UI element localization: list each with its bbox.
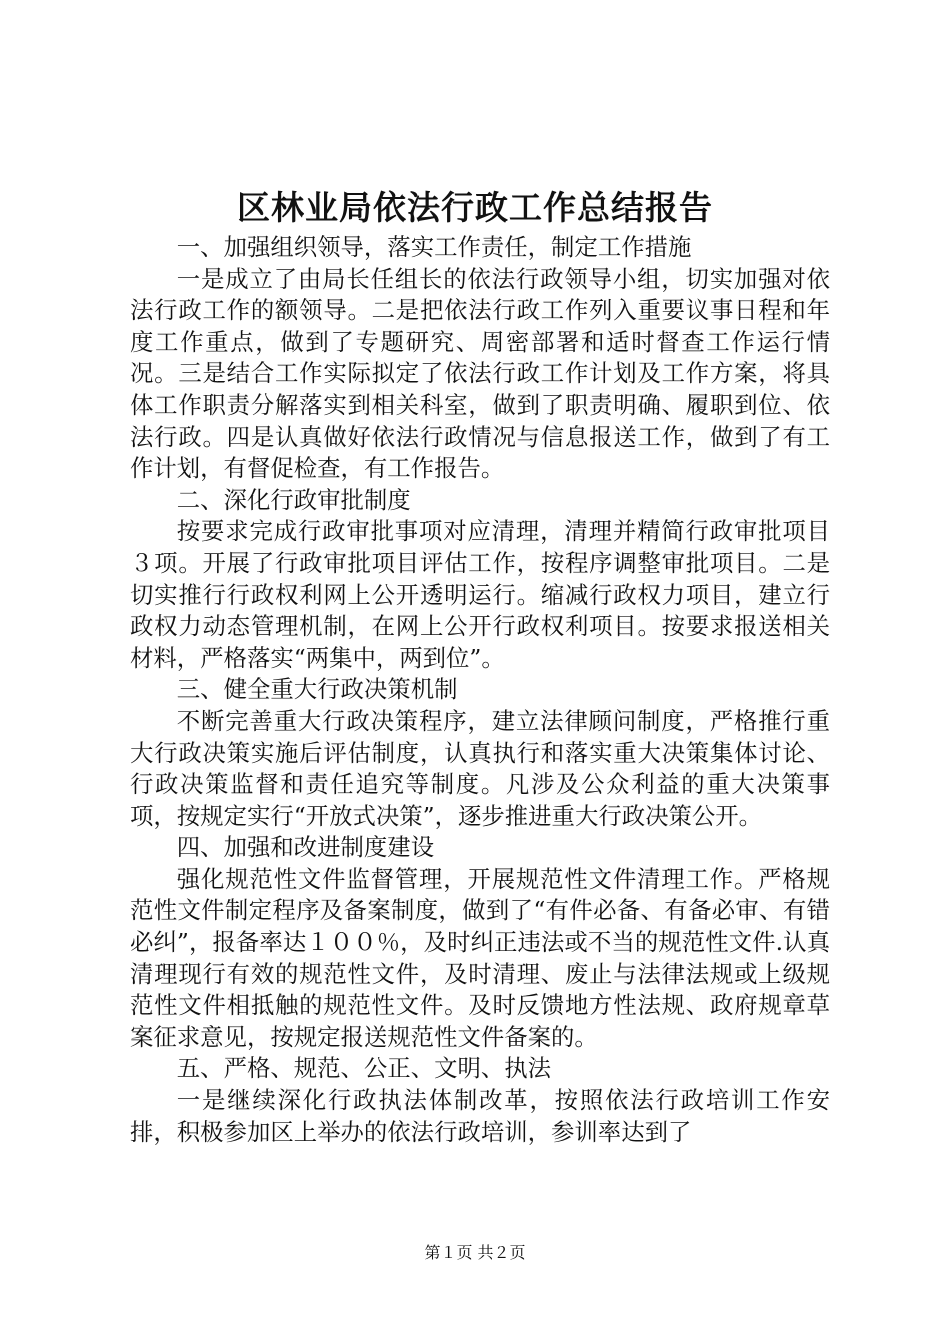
section-paragraph-1: 一是成立了由局长任组长的依法行政领导小组，切实加强对依法行政工作的额领导。二是把依法行政工作列入重要议事日程和年度工作重点，做到了专题研究、周密部署和适时督查工作运行情况。三是结合工作实际拟定了依法行政工作计划及工作方案，将具体工作职责分解落实到相关科室，做到了职责明确、履职到位、依法行政。四是认真做好依法行政情况与信息报送工作，做到了有工作计划，有督促检查，有工作报告。: [130, 264, 830, 483]
page-footer: 第１页 共２页: [424, 1243, 526, 1262]
section-paragraph-3: 不断完善重大行政决策程序，建立法律顾问制度，严格推行重大行政决策实施后评估制度，认真执行和落实重大决策集体讨论、行政决策监督和责任追究等制度。凡涉及公众利益的重大决策事项，按规定实行“开放式决策”，逐步推进重大行政决策公开。: [130, 706, 830, 830]
section-heading-1: 一、加强组织领导，落实工作责任，制定工作措施: [176, 233, 692, 261]
section-paragraph-2: 按要求完成行政审批事项对应清理，清理并精简行政审批项目３项。开展了行政审批项目评估工作，按程序调整审批项目。二是切实推行行政权利网上公开透明运行。缩减行政权力项目，建立行政权力动态管理机制，在网上公开行政权利项目。按要求报送相关材料，严格落实“两集中，两到位”。: [130, 517, 830, 672]
section-heading-4: 四、加强和改进制度建设: [176, 833, 435, 862]
section-heading-3: 三、健全重大行政决策机制: [176, 675, 458, 704]
section-heading-2: 二、深化行政审批制度: [176, 485, 411, 514]
section-paragraph-5: 一是继续深化行政执法体制改革，按照依法行政培训工作安排，积极参加区上举办的依法行政培训，参训率达到了: [130, 1086, 830, 1146]
section-heading-5: 五、严格、规范、公正、文明、执法: [176, 1054, 552, 1083]
document-body: [130, 232, 830, 1148]
section-paragraph-4: 强化规范性文件监督管理，开展规范性文件清理工作。严格规范性文件制定程序及备案制度，做到了“有件必备、有备必审、有错必纠”，报备率达１００％，及时纠正违法或不当的规范性文件.认真清理现行有效的规范性文件，及时清理、废止与法律法规或上级规范性文件相抵触的规范性文件。及时反馈地方性法规、政府规章草案征求意见，按规定报送规范性文件备案的。: [130, 864, 830, 1051]
document-title: 区林业局依法行政工作总结报告: [237, 188, 713, 227]
